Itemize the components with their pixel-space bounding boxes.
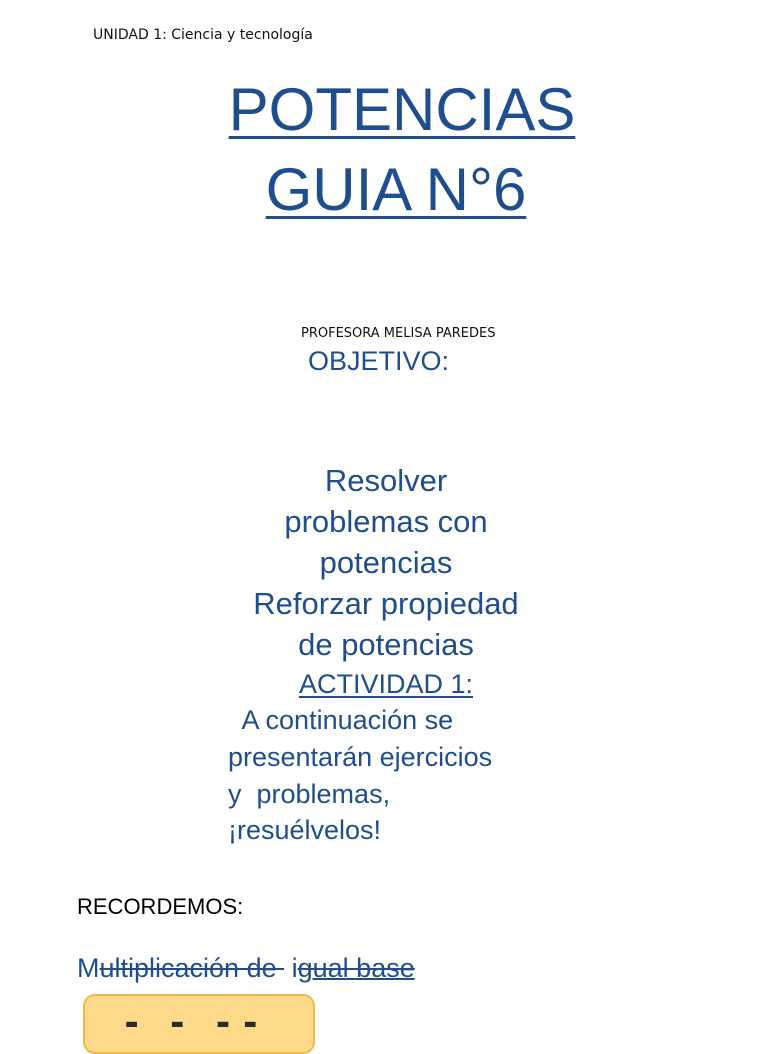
formula-box: [83, 994, 315, 1054]
unit-header: UNIDAD 1: Ciencia y tecnología: [93, 27, 313, 43]
rule-title-part: i: [284, 953, 298, 983]
activity-line: A continuación se: [228, 705, 454, 735]
objective-line: Reforzar propiedad: [253, 586, 519, 621]
teacher-name: PROFESORA MELISA PAREDES: [301, 326, 496, 341]
objective-line: de potencias: [298, 627, 474, 662]
rule-title-part: M: [77, 953, 100, 983]
activity-line: ¡resuélvelos!: [228, 815, 382, 845]
guide-number: GUIA N°6: [265, 156, 527, 223]
reminder-label: RECORDEMOS:: [77, 894, 244, 919]
objective-line: Resolver: [324, 463, 448, 498]
objective-line: potencias: [319, 545, 453, 580]
activity-line: y problemas,: [228, 779, 391, 809]
activity-line: presentarán ejercicios: [228, 742, 493, 772]
objective-line: problemas con: [284, 504, 488, 539]
rule-title-part: ultiplicación de: [99, 953, 285, 983]
objective-label: OBJETIVO:: [308, 346, 450, 376]
page-title: POTENCIAS: [228, 76, 576, 143]
formula-peek: ▬ ▬ ▬▬: [125, 1016, 271, 1032]
rule-title: [77, 953, 415, 984]
rule-title-part: gual base: [297, 953, 415, 983]
activity-label: ACTIVIDAD 1:: [298, 669, 474, 699]
